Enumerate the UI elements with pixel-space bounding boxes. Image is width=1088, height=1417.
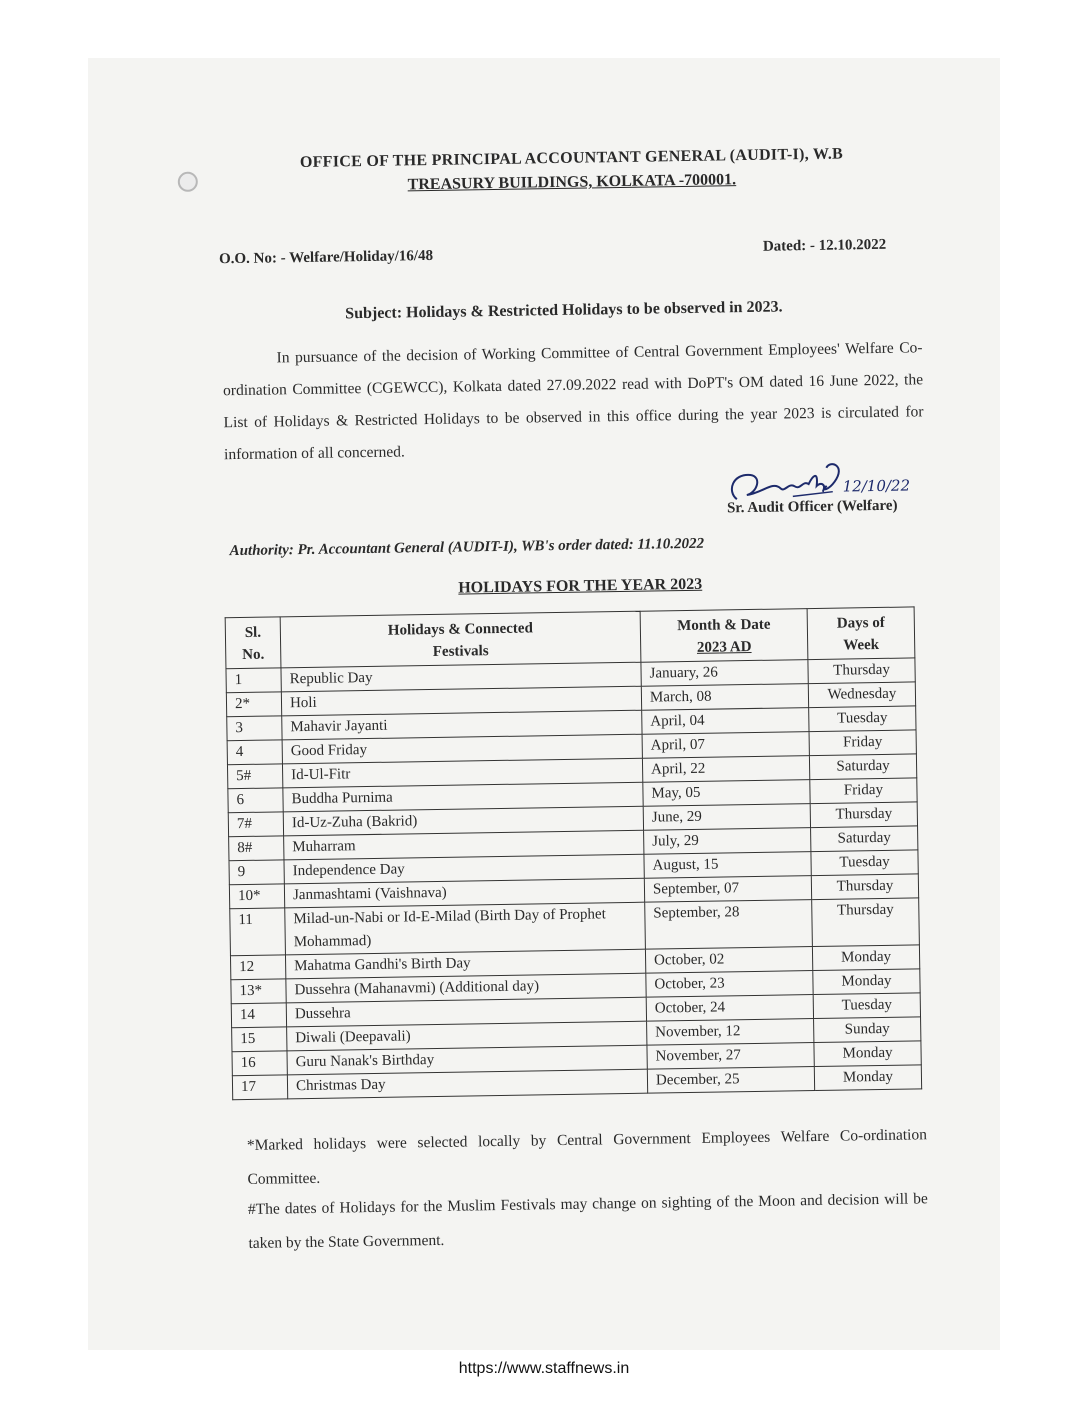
note-hash: #The dates of Holidays for the Muslim Festivals may change on sighting of the Moon and decision will be taken by the State Government. <box>247 1190 929 1252</box>
cell-date: April, 04 <box>642 708 809 735</box>
cell-date: May, 05 <box>643 780 810 807</box>
cell-holiday: Id-Ul-Fitr <box>282 758 642 788</box>
cell-date: January, 26 <box>641 660 808 687</box>
cell-holiday: Independence Day <box>284 854 644 884</box>
cell-date: November, 12 <box>647 1019 814 1046</box>
cell-day: Friday <box>809 730 916 756</box>
cell-day: Tuesday <box>813 993 920 1019</box>
cell-holiday: Muharram <box>284 830 644 860</box>
cell-day: Saturday <box>811 826 918 852</box>
cell-day: Thursday <box>808 658 915 684</box>
cell-holiday: Diwali (Deepavali) <box>287 1021 647 1051</box>
cell-holiday: Buddha Purnima <box>283 782 643 812</box>
cell-sl: 11 <box>230 908 286 956</box>
col-header-holiday: Holidays & Connected Festivals <box>280 611 641 668</box>
cell-day: Thursday <box>811 874 918 900</box>
cell-day: Monday <box>814 1065 921 1091</box>
cell-holiday: Holi <box>281 686 641 716</box>
punch-hole-icon <box>178 172 198 192</box>
cell-day: Monday <box>812 945 919 971</box>
order-number: O.O. No: - Welfare/Holiday/16/48 <box>218 247 434 268</box>
cell-sl: 2* <box>226 692 281 717</box>
cell-sl: 12 <box>230 955 285 980</box>
cell-sl: 17 <box>232 1075 287 1100</box>
cell-holiday: Good Friday <box>282 734 642 764</box>
subject-line: Subject: Holidays & Restricted Holidays to be observed in 2023. <box>345 298 783 323</box>
cell-date: December, 25 <box>647 1067 814 1094</box>
cell-sl: 1 <box>226 668 281 693</box>
footer-url[interactable]: https://www.staffnews.in <box>458 1360 630 1377</box>
cell-sl: 7# <box>228 812 283 837</box>
cell-holiday: Mahavir Jayanti <box>282 710 642 740</box>
cell-holiday: Dussehra <box>286 997 646 1027</box>
cell-day: Tuesday <box>811 850 918 876</box>
cell-holiday: Janmashtami (Vaishnava) <box>284 878 644 908</box>
office-address: TREASURY BUILDINGS, KOLKATA -700001. <box>407 171 737 194</box>
cell-date: October, 24 <box>646 995 813 1022</box>
note-star: *Marked holidays were selected locally by Central Government Employees Welfare Co-ordination Committee. <box>246 1126 928 1188</box>
cell-holiday: Dussehra (Mahanavmi) (Additional day) <box>286 973 646 1003</box>
cell-date: March, 08 <box>641 684 808 711</box>
cell-sl: 16 <box>232 1051 287 1076</box>
order-date: Dated: - 12.10.2022 <box>762 236 887 255</box>
col-header-day: Days of Week <box>807 607 915 660</box>
col-header-date: Month & Date 2023 AD <box>640 609 808 663</box>
cell-date: October, 02 <box>645 947 812 974</box>
signatory-title: Sr. Audit Officer (Welfare) <box>726 497 898 517</box>
cell-day: Thursday <box>810 802 917 828</box>
cell-sl: 13* <box>231 979 286 1004</box>
cell-sl: 3 <box>227 716 282 741</box>
cell-holiday: Guru Nanak's Birthday <box>287 1045 647 1075</box>
cell-date: September, 07 <box>644 876 811 903</box>
cell-date: June, 29 <box>643 804 810 831</box>
cell-day: Monday <box>814 1041 921 1067</box>
cell-day: Monday <box>813 969 920 995</box>
cell-sl: 8# <box>229 836 284 861</box>
cell-date: April, 07 <box>642 732 809 759</box>
cell-sl: 15 <box>232 1027 287 1052</box>
cell-day: Tuesday <box>809 706 916 732</box>
cell-day: Wednesday <box>808 682 915 708</box>
table-title: HOLIDAYS FOR THE YEAR 2023 <box>458 575 703 597</box>
body-paragraph: In pursuance of the decision of Working Committee of Central Government Employees' Welfare Co-ordination Committee (CGEWCC), Kolkata dated 27.09.2022 read with DoPT's OM dated 16 June 2022, the List of Holidays & Restricted Holidays to be observed in this office during the year 2023 is circulated for information of all concerned. <box>222 339 924 464</box>
holiday-table <box>225 606 923 1100</box>
cell-date: October, 23 <box>646 971 813 998</box>
cell-holiday: Republic Day <box>281 662 641 692</box>
office-heading: OFFICE OF THE PRINCIPAL ACCOUNTANT GENERAL (AUDIT-I), W.B <box>299 145 844 172</box>
cell-date: September, 28 <box>645 900 813 950</box>
cell-day: Thursday <box>812 898 920 947</box>
cell-date: November, 27 <box>647 1043 814 1070</box>
signature-date: 12/10/22 <box>842 476 911 496</box>
cell-date: August, 15 <box>644 852 811 879</box>
cell-sl: 9 <box>229 860 284 885</box>
col-header-sl: Sl. No. <box>225 617 281 669</box>
cell-sl: 6 <box>228 788 283 813</box>
cell-sl: 5# <box>227 764 282 789</box>
cell-sl: 4 <box>227 740 282 765</box>
cell-holiday: Mahatma Gandhi's Birth Day <box>285 949 645 979</box>
cell-holiday: Milad-un-Nabi or Id-E-Milad (Birth Day of Prophet Mohammad) <box>285 902 646 955</box>
cell-holiday: Christmas Day <box>287 1069 647 1099</box>
cell-date: April, 22 <box>642 756 809 783</box>
cell-holiday: Id-Uz-Zuha (Bakrid) <box>283 806 643 836</box>
cell-day: Saturday <box>809 754 916 780</box>
cell-day: Sunday <box>814 1017 921 1043</box>
authority-line: Authority: Pr. Accountant General (AUDIT-I), WB's order dated: 11.10.2022 <box>229 535 705 560</box>
cell-sl: 10* <box>229 884 284 909</box>
cell-sl: 14 <box>231 1003 286 1028</box>
cell-date: July, 29 <box>644 828 811 855</box>
cell-day: Friday <box>810 778 917 804</box>
